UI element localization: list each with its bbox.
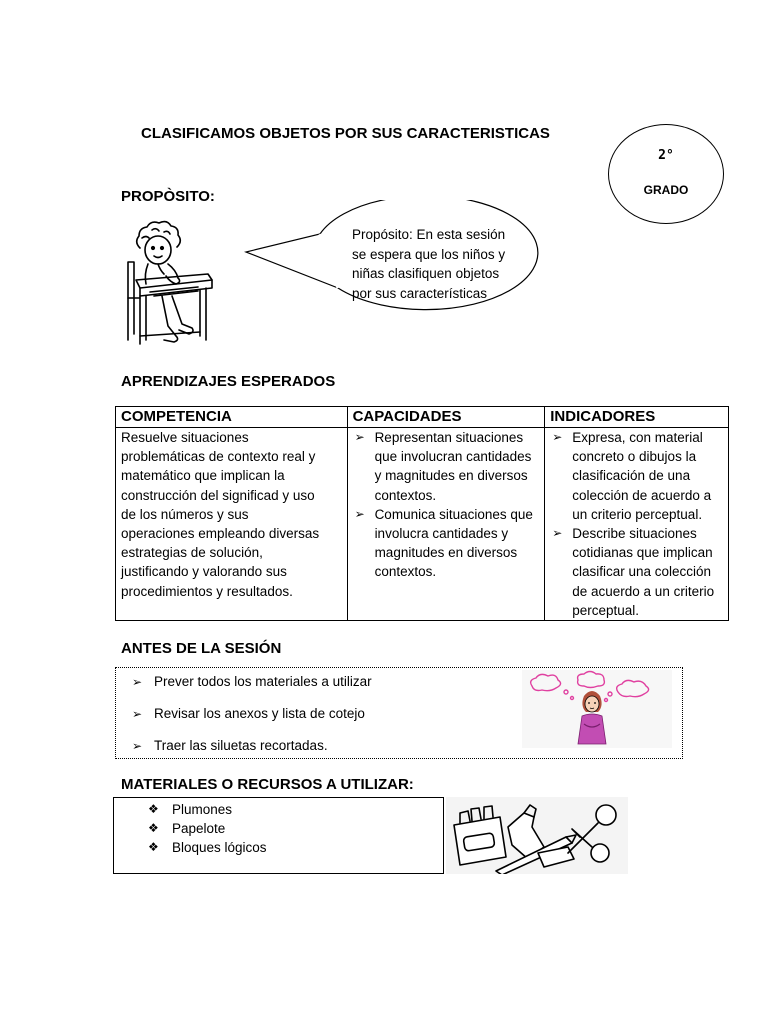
materiales-heading: MATERIALES O RECURSOS A UTILIZAR:	[121, 776, 414, 793]
material-item	[148, 802, 233, 817]
material-item	[148, 840, 267, 855]
materiales-box	[113, 797, 444, 874]
proposito-line: se espera que los niños y	[352, 246, 506, 262]
page-title: CLASIFICAMOS OBJETOS POR SUS CARACTERISTICAS	[141, 125, 550, 142]
indicadores-list	[550, 428, 723, 620]
header-indicadores: INDICADORES	[545, 407, 729, 428]
diamond-bullet-icon: ❖	[148, 840, 159, 854]
grade-label: GRADO	[643, 183, 689, 197]
material-item-text: Bloques lógicos	[172, 840, 267, 855]
indicadores-cell	[545, 428, 729, 621]
header-competencia: COMPETENCIA	[116, 407, 348, 428]
school-supplies-image	[446, 797, 628, 874]
proposito-line: por sus características	[352, 285, 488, 301]
table-header-row	[116, 407, 729, 428]
proposito-line: Propósito: En esta sesión	[352, 227, 506, 242]
competencia-line: operaciones empleando diversas	[121, 526, 320, 542]
diamond-bullet-icon: ❖	[148, 802, 159, 816]
arrow-bullet-icon: ➢	[132, 707, 143, 721]
material-item	[148, 821, 226, 836]
aprendizajes-table	[115, 406, 729, 621]
material-item-text: Plumones	[172, 802, 233, 817]
competencia-line: matemático que implican la	[121, 468, 285, 484]
proposito-heading: PROPÒSITO:	[121, 188, 215, 205]
antes-item	[132, 738, 328, 753]
competencia-line: estrategias de solución,	[121, 545, 263, 561]
competencia-line: problemáticas de contexto real y	[121, 449, 316, 465]
grade-circle	[608, 124, 724, 224]
antes-item-text: Revisar los anexos y lista de cotejo	[154, 706, 365, 721]
list-item: ➢ Comunica situaciones que involucra cantidades y magnitudes en diversos contextos.	[353, 505, 540, 582]
competencia-line: de los números y sus	[121, 506, 249, 522]
arrow-bullet-icon: ➢	[132, 739, 143, 753]
antes-item-text: Prever todos los materiales a utilizar	[154, 674, 372, 689]
list-item: ➢ Representan situaciones que involucran cantidades y magnitudes en diversos contextos.	[353, 428, 540, 505]
capacidades-cell	[347, 428, 545, 621]
antes-heading: ANTES DE LA SESIÓN	[121, 640, 282, 657]
thinking-girl-image	[522, 670, 672, 748]
aprendizajes-heading: APRENDIZAJES ESPERADOS	[121, 373, 336, 390]
antes-item-text: Traer las siluetas recortadas.	[154, 738, 328, 753]
thinking-girl-illustration	[522, 670, 672, 748]
table-row	[116, 428, 729, 621]
capacidades-list	[353, 428, 540, 582]
grade-number: 2°	[658, 148, 674, 163]
list-item: ➢ Describe situaciones cotidianas que implican clasificar una colección de acuerdo a un criterio perceptual.	[550, 524, 723, 620]
competencia-cell	[116, 428, 348, 621]
arrow-bullet-icon: ➢	[132, 675, 143, 689]
material-item-text: Papelote	[172, 821, 226, 836]
competencia-line: Resuelve situaciones	[121, 430, 249, 445]
proposito-line: niñas clasifiquen objetos	[352, 266, 500, 281]
competencia-line: procedimientos y resultados.	[121, 583, 293, 599]
competencia-line: construcción del significad y uso	[121, 487, 315, 503]
child-at-desk-illustration	[122, 218, 218, 350]
list-item: ➢ Expresa, con material concreto o dibujos la clasificación de una colección de acuerdo a un criterio perceptual.	[550, 428, 723, 524]
antes-item	[132, 706, 365, 721]
antes-item	[132, 674, 372, 689]
header-capacidades: CAPACIDADES	[347, 407, 545, 428]
school-supplies-illustration	[446, 797, 628, 874]
proposito-text	[352, 225, 542, 303]
diamond-bullet-icon: ❖	[148, 821, 159, 835]
competencia-line: justificando y valorando sus	[121, 564, 287, 580]
